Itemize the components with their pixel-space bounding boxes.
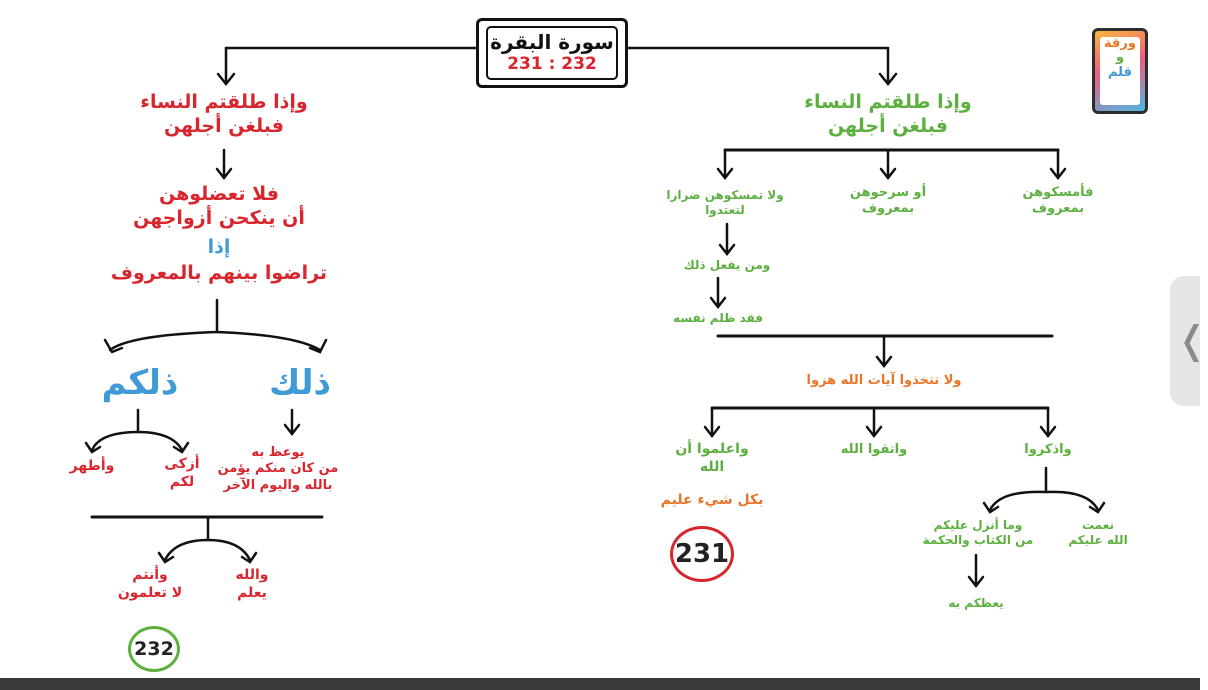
left-allah-line-1: والله — [235, 567, 269, 583]
right-c3-sub: بكل شيء عليم — [660, 492, 764, 508]
right-d1-line-1: نعمت — [1081, 518, 1115, 532]
right-d2-sub: يعظكم به — [948, 596, 1004, 610]
left-allah-node — [236, 567, 269, 602]
right-root-line-1: وإذا طلقتم النساء — [804, 91, 972, 113]
left-root-line-1: وإذا طلقتم النساء — [140, 91, 308, 113]
left-y-node — [218, 445, 339, 494]
right-branch-1-line-1: فأمسكوهن — [1022, 185, 1094, 200]
right-root-node — [804, 91, 971, 139]
left-azka-node — [164, 456, 199, 491]
logo — [1100, 37, 1140, 105]
right-branch-3-sub-2: فقد ظلم نفسه — [672, 311, 764, 325]
right-branch-2-line-1: أو سرحوهن — [849, 185, 927, 200]
right-c3-line-2: الله — [699, 458, 725, 475]
left-y-line-3: بالله واليوم الآخر — [223, 477, 333, 493]
left-antum-node — [118, 567, 182, 602]
right-c2-node: واتقوا الله — [840, 442, 908, 457]
right-c3-node — [675, 441, 748, 476]
verse-badge-231: 231 — [670, 526, 734, 582]
left-l3-node: إذا — [207, 236, 231, 258]
left-azka-line-2: لكم — [169, 473, 195, 490]
title-verses: 231 : 232 — [507, 54, 597, 74]
right-branch-3 — [666, 188, 783, 218]
left-l2-node — [133, 183, 305, 231]
right-c3-line-1: واعلموا أن — [675, 441, 749, 457]
side-panel-handle[interactable] — [1170, 276, 1208, 406]
title-surah: سورة البقرة — [490, 30, 614, 54]
chevron-left-icon: ❬ — [1176, 318, 1208, 362]
logo-word-3: قلم — [1107, 64, 1132, 80]
right-branch-3-line-2: لتعتدوا — [705, 203, 745, 217]
right-branch-2 — [850, 185, 926, 218]
left-antum-line-1: وأنتم — [132, 567, 168, 583]
right-d1-node — [1068, 518, 1127, 548]
right-branch-3-line-1: ولا تمسكوهن ضرارا — [666, 188, 784, 202]
logo-word-2: و — [1115, 50, 1125, 66]
right-c1-node: واذكروا — [1024, 442, 1072, 457]
logo-frame — [1092, 28, 1148, 114]
verse-badge-232: 232 — [128, 626, 180, 672]
left-root-node — [140, 91, 307, 139]
logo-word-1: ورقة — [1104, 36, 1136, 51]
right-d2-node — [923, 518, 1034, 548]
right-branch-1-line-2: بمعروف — [1031, 201, 1085, 217]
left-l2-line-1: فلا تعضلوهن — [158, 183, 279, 205]
left-dhalika: ذلك — [269, 363, 331, 403]
right-mid-node: ولا تتخذوا آيات الله هزوا — [806, 373, 962, 388]
left-l4-node: تراضوا بينهم بالمعروف — [110, 262, 328, 284]
left-l2-line-2: أن ينكحن أزواجهن — [133, 206, 305, 229]
left-allah-line-2: يعلم — [237, 584, 267, 601]
left-y-line-1: يوعظ به — [251, 445, 305, 460]
title-inner-frame — [486, 26, 618, 80]
right-root-line-2: فبلغن أجلهن — [827, 114, 948, 137]
right-d2-line-1: وما أنزل عليكم — [933, 518, 1023, 532]
right-branch-1 — [1022, 185, 1093, 218]
right-branch-2-line-2: بمعروف — [861, 201, 915, 217]
bottom-bar — [0, 678, 1200, 690]
left-dhalikum: ذلكم — [101, 363, 179, 403]
left-antum-line-2: لا تعلمون — [117, 584, 183, 601]
right-branch-3-sub-1: ومن يفعل ذلك — [683, 258, 771, 272]
right-d2-line-2: من الكتاب والحكمة — [922, 533, 1034, 547]
right-d1-line-2: الله عليكم — [1068, 533, 1128, 547]
left-athar-node: وأطهر — [69, 458, 115, 474]
title-box — [476, 18, 628, 88]
left-y-line-2: من كان منكم يؤمن — [217, 461, 339, 477]
left-root-line-2: فبلغن أجلهن — [163, 114, 284, 137]
left-azka-line-1: أزكى — [164, 456, 200, 472]
